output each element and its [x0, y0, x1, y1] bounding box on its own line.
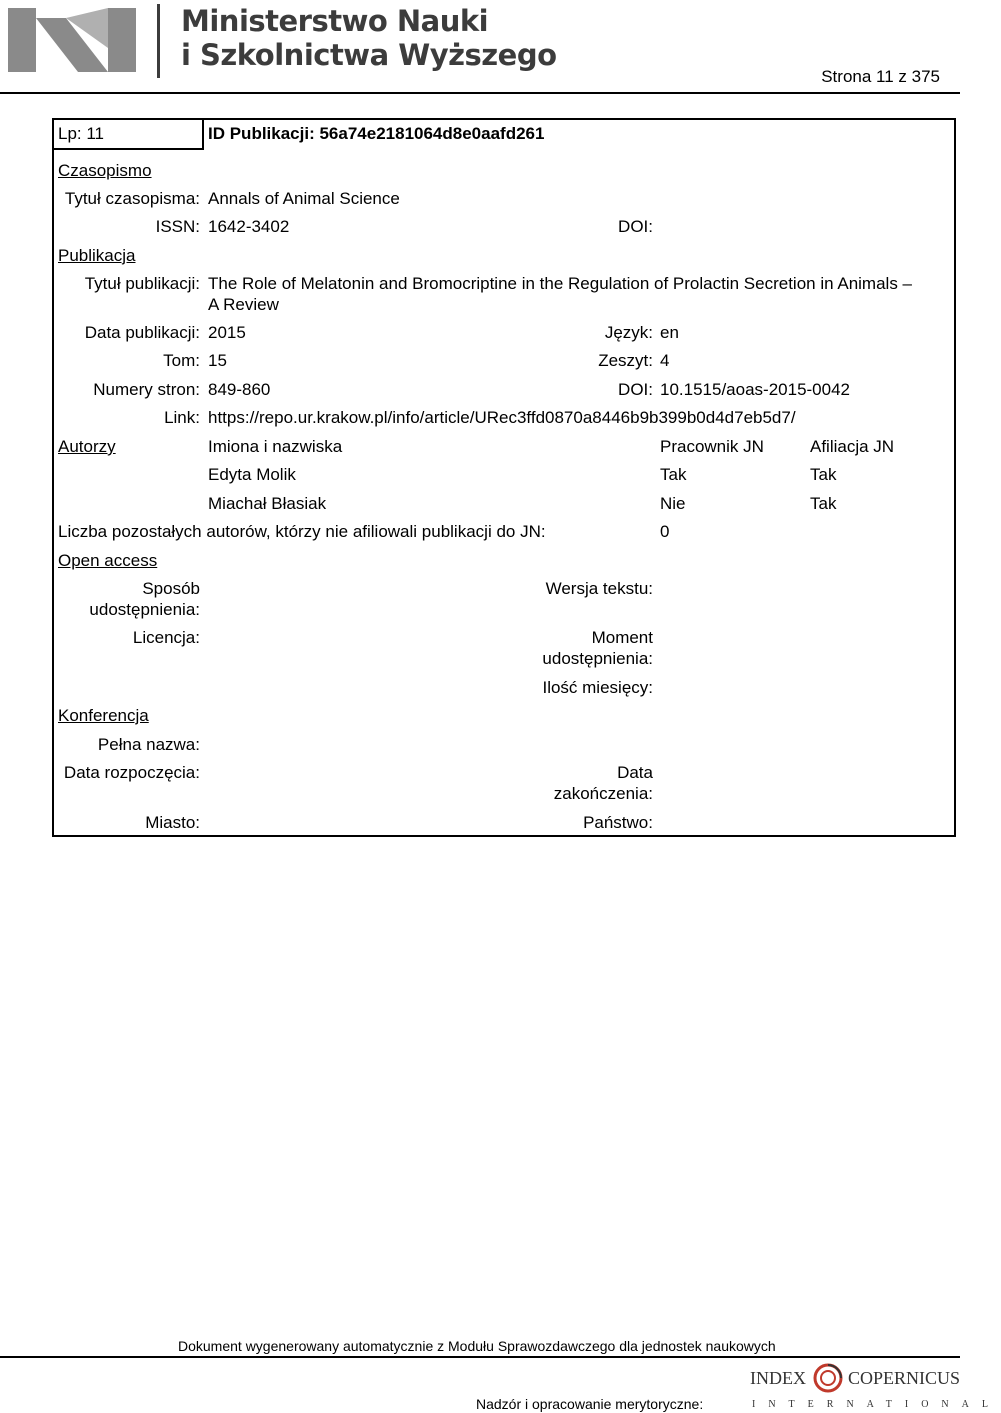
volume-value: 15	[208, 351, 227, 370]
language-label: Język:	[604, 323, 653, 342]
pub-doi-value: 10.1515/aoas-2015-0042	[660, 380, 850, 399]
data-zakonczenia-line2: zakończenia:	[553, 784, 653, 803]
author-afiliacja: Tak	[810, 465, 837, 484]
section-konferencja: Konferencja	[58, 706, 149, 725]
link-value[interactable]: https://repo.ur.krakow.pl/info/article/URec3ffd0870a8446b9b399b0d4d7eb5d7/	[208, 408, 796, 427]
authors-col-name: Imiona i nazwiska	[208, 437, 343, 456]
ic-logo-circle-icon	[812, 1362, 844, 1394]
pub-doi-label: DOI:	[618, 380, 653, 399]
volume-label: Tom:	[163, 351, 200, 370]
ic-logo-index: INDEX	[750, 1368, 806, 1388]
data-zakonczenia-line1: Data	[617, 763, 653, 782]
footer-generated: Dokument wygenerowany automatycznie z Modułu Sprawozdawczego dla jednostek naukowych	[178, 1338, 776, 1354]
authors-col-pracownik: Pracownik JN	[660, 437, 764, 456]
ministry-logo-mark	[8, 8, 136, 72]
pub-title-line2: A Review	[208, 295, 279, 314]
pelna-nazwa-label: Pełna nazwa:	[97, 735, 200, 754]
section-open-access: Open access	[58, 551, 158, 570]
journal-title-label: Tytuł czasopisma:	[64, 189, 200, 208]
journal-title-value: Annals of Animal Science	[208, 189, 400, 208]
footer-nadzor: Nadzór i opracowanie merytoryczne:	[476, 1396, 704, 1412]
record-id: ID Publikacji: 56a74e2181064d8e0aafd261	[208, 124, 545, 143]
ic-logo-international: INTERNATIONAL	[752, 1399, 1001, 1410]
section-publikacja: Publikacja	[58, 246, 136, 265]
pages-label: Numery stron:	[93, 380, 200, 399]
sposob-label-line1: Sposób	[142, 579, 200, 598]
header-divider	[0, 92, 960, 94]
miasto-label: Miasto:	[145, 813, 200, 832]
author-name: Miachał Błasiak	[208, 494, 327, 513]
author-pracownik: Nie	[660, 494, 686, 513]
data-rozpoczecia-label: Data rozpoczęcia:	[63, 763, 200, 782]
wersja-label: Wersja tekstu:	[545, 579, 653, 598]
journal-doi-label: DOI:	[618, 217, 653, 236]
issn-label: ISSN:	[155, 217, 200, 236]
record-lp: Lp: 11	[58, 124, 105, 143]
panstwo-label: Państwo:	[583, 813, 653, 832]
link-label: Link:	[164, 408, 200, 427]
author-pracownik: Tak	[660, 465, 687, 484]
moment-label-line1: Moment	[591, 628, 653, 647]
section-autorzy: Autorzy	[58, 437, 116, 456]
pub-title-line1: The Role of Melatonin and Bromocriptine in the Regulation of Prolactin Secretion in Animals –	[208, 274, 912, 293]
header-separator	[157, 4, 160, 78]
page-number: Strona 11 z 375	[821, 67, 940, 86]
ministry-line1: Ministerstwo Nauki	[181, 4, 489, 38]
ministry-name	[181, 4, 557, 72]
issue-label: Zeszyt:	[598, 351, 653, 370]
pub-title-label: Tytuł publikacji:	[84, 274, 200, 293]
sposob-label-line2: udostępnienia:	[89, 600, 200, 619]
author-name: Edyta Molik	[208, 465, 296, 484]
ic-logo-copernicus: COPERNICUS	[848, 1368, 961, 1388]
ministry-line2: i Szkolnictwa Wyższego	[181, 38, 557, 72]
issue-value: 4	[660, 351, 670, 370]
issn-value: 1642-3402	[208, 217, 290, 236]
pages-value: 849-860	[208, 380, 271, 399]
pub-date-label: Data publikacji:	[84, 323, 200, 342]
language-value: en	[660, 323, 679, 342]
licencja-label: Licencja:	[132, 628, 200, 647]
moment-label-line2: udostępnienia:	[542, 649, 653, 668]
ilosc-label: Ilość miesięcy:	[542, 678, 653, 697]
footer-divider	[0, 1356, 960, 1358]
section-czasopismo: Czasopismo	[58, 161, 152, 180]
authors-col-afiliacja: Afiliacja JN	[810, 437, 895, 456]
other-authors-label: Liczba pozostałych autorów, którzy nie afiliowali publikacji do JN:	[58, 522, 546, 541]
other-authors-value: 0	[660, 522, 670, 541]
author-afiliacja: Tak	[810, 494, 837, 513]
pub-date-value: 2015	[208, 323, 246, 342]
